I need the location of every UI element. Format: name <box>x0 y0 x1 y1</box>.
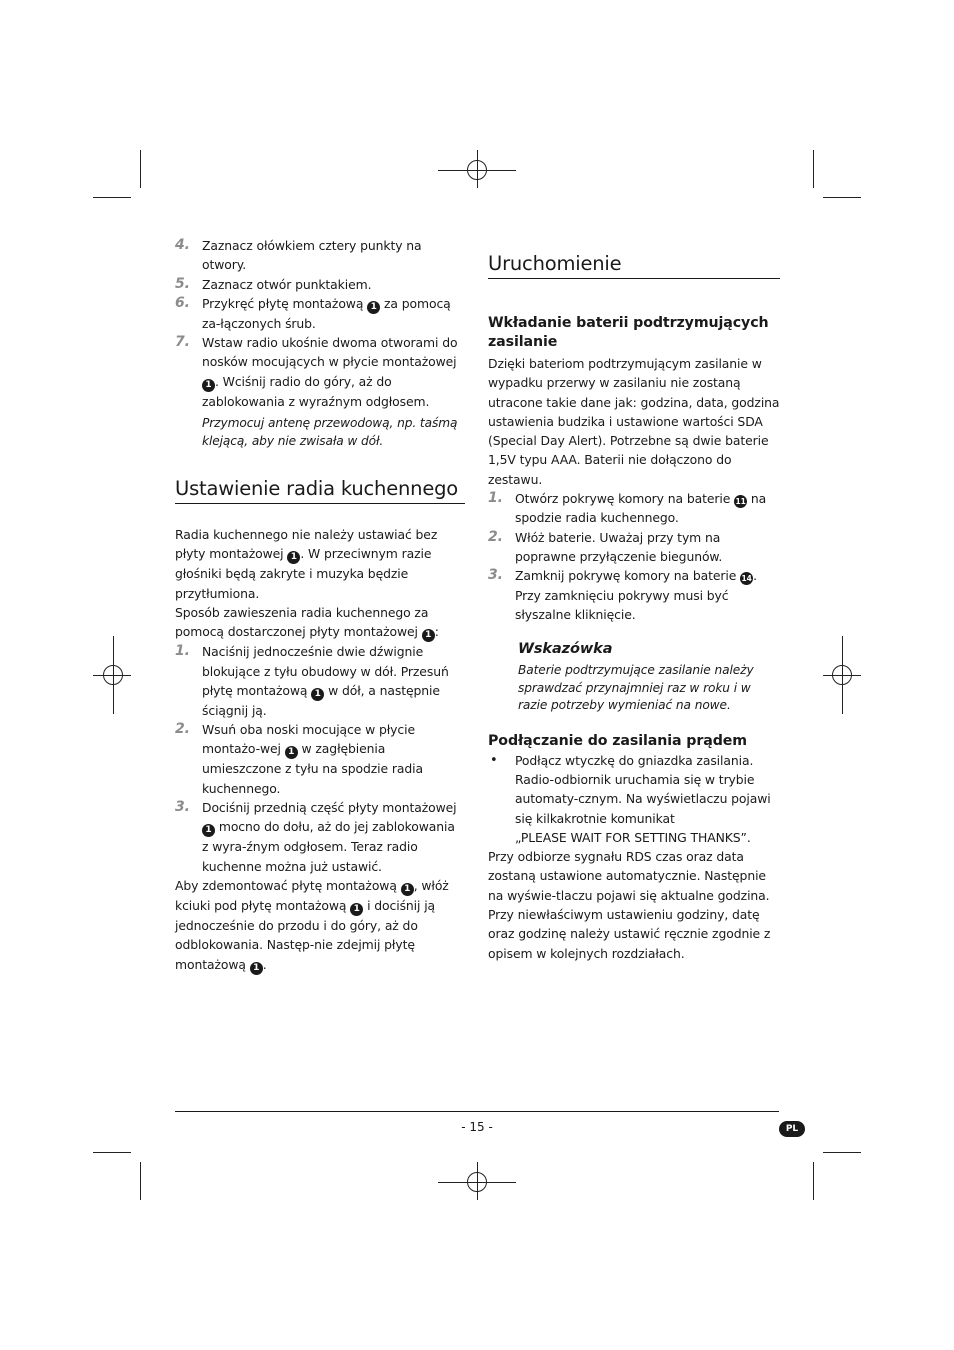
section-heading-placement: Ustawienie radia kuchennego <box>175 477 465 504</box>
left-column <box>175 236 465 975</box>
install-step-5: 5. Zaznacz otwór punktakiem. <box>175 275 372 292</box>
install-step-7: 7. Wstaw radio ukośnie dwoma otworami do nosków mocujących w płycie montażowej 1 . Wciśnij radio do góry, aż do zablokowania z wyraźnym odgłosem. <box>175 334 458 409</box>
hanging-step-3: 3. Dociśnij przednią część płyty montażowej 1 mocno do dołu, aż do jej zablokowania z wyra-źnym odgłosem. Teraz radio kuchenne można już ustawić. <box>175 799 457 874</box>
dismount-paragraph: Aby zdemontować płytę montażową 1 , włóż kciuki pod płytę montażową 1 i dociśnij ją jednocześnie do przodu i do góry, aż do odblokowania. Następ-nie zdejmij płytę montażową 1 . <box>175 877 449 973</box>
hint-box <box>488 639 780 715</box>
part-marker-1: 1 <box>422 629 435 642</box>
part-marker-1: 1 <box>202 824 215 837</box>
footer-rule <box>175 1111 779 1112</box>
subheading-power-connection: Podłączanie do zasilania prądem <box>488 732 747 749</box>
right-column <box>488 252 780 963</box>
part-marker-1: 1 <box>285 746 298 759</box>
hanging-step-1: 1. Naciśnij jednocześnie dwie dźwignie blokujące z tyłu obudowy w dół. Przesuń płytę montażową 1 w dół, a następnie ściągnij ją. <box>175 643 449 718</box>
power-bullet: • Podłącz wtyczkę do gniazdka zasilania. Radio-odbiornik uruchamia się w trybie automaty-cznym. Na wyświetlaczu pojawi się kilkakrotnie komunikat „PLEASE WAIT FOR SETTING THANKS”. <box>490 752 771 845</box>
section-heading-startup: Uruchomienie <box>488 252 780 279</box>
manual-setting-paragraph: Przy niewłaściwym ustawieniu godziny, datę oraz godzinę należy ustawić ręcznie zgodnie z opisem w kolejnych rozdziałach. <box>488 907 771 961</box>
part-marker-1: 1 <box>311 688 324 701</box>
backup-batteries-paragraph: Dzięki bateriom podtrzymującym zasilanie w wypadku przerwy w zasilaniu nie zostaną utracone takie dane jak: godzina, data, godzina ustawienia budzika i ustawione wartości SDA (Special Day Alert). Potrzebne są dwie baterie 1,5V typu AAA. Baterii nie dołączono do zestawu. <box>488 356 780 487</box>
hint-title: Wskazówka <box>518 641 613 658</box>
install-step-4: 4. Zaznacz ołówkiem cztery punkty na otwory. <box>175 237 422 273</box>
battery-step-2: 2. Włóż baterie. Uważaj przy tym na poprawne przyłączenie biegunów. <box>488 528 723 564</box>
placement-intro: Radia kuchennego nie należy ustawiać bez płyty montażowej 1 . W przeciwnym razie głośniki będą zakryte i muzyka będzie przytłumiona. <box>175 527 438 601</box>
part-marker-1: 1 <box>250 962 263 975</box>
display-message: „PLEASE WAIT FOR SETTING THANKS”. <box>515 829 751 845</box>
part-marker-1: 1 <box>350 903 363 916</box>
part-marker-1: 1 <box>287 551 300 564</box>
hint-text: Baterie podtrzymujące zasilanie należy sprawdzać przynajmniej raz w roku i w razie potrzeby wymieniać na nowe. <box>518 663 754 713</box>
battery-step-1: 1. Otwórz pokrywę komory na baterie 11 na spodzie radia kuchennego. <box>488 490 767 526</box>
hanging-step-2: 2. Wsuń oba noski mocujące w płycie montażo-wej 1 w zagłębienia umieszczone z tyłu na spodzie radia kuchennego. <box>175 721 423 796</box>
part-marker-1: 1 <box>367 301 380 314</box>
placement-hanging-intro: Sposób zawieszenia radia kuchennego za pomocą dostarczonej płyty montażowej 1 : <box>175 604 439 641</box>
rds-paragraph: Przy odbiorze sygnału RDS czas oraz data zostaną ustawione automatycznie. Następnie na wyświe-tlaczu pojawi się aktualne godzina. <box>488 849 770 903</box>
language-badge: PL <box>779 1121 805 1137</box>
install-step-6: 6. Przykręć płytę montażową 1 za pomocą za-łączonych śrub. <box>175 294 451 331</box>
subheading-backup-batteries: Wkładanie baterii podtrzymujących zasilanie <box>488 315 769 350</box>
part-marker-14: 14 <box>741 574 752 584</box>
part-marker-1: 1 <box>202 379 215 392</box>
antenna-note: Przymocuj antenę przewodową, np. taśmą klejącą, aby nie zwisała w dół. <box>202 416 458 448</box>
page-number: - 15 - <box>461 1120 493 1134</box>
part-marker-11: 11 <box>735 497 746 507</box>
part-marker-1: 1 <box>401 883 414 896</box>
battery-step-3: 3. Zamknij pokrywę komory na baterie 14. Przy zamknięciu pokrywy musi być słyszalne kliknięcie. <box>488 567 757 622</box>
